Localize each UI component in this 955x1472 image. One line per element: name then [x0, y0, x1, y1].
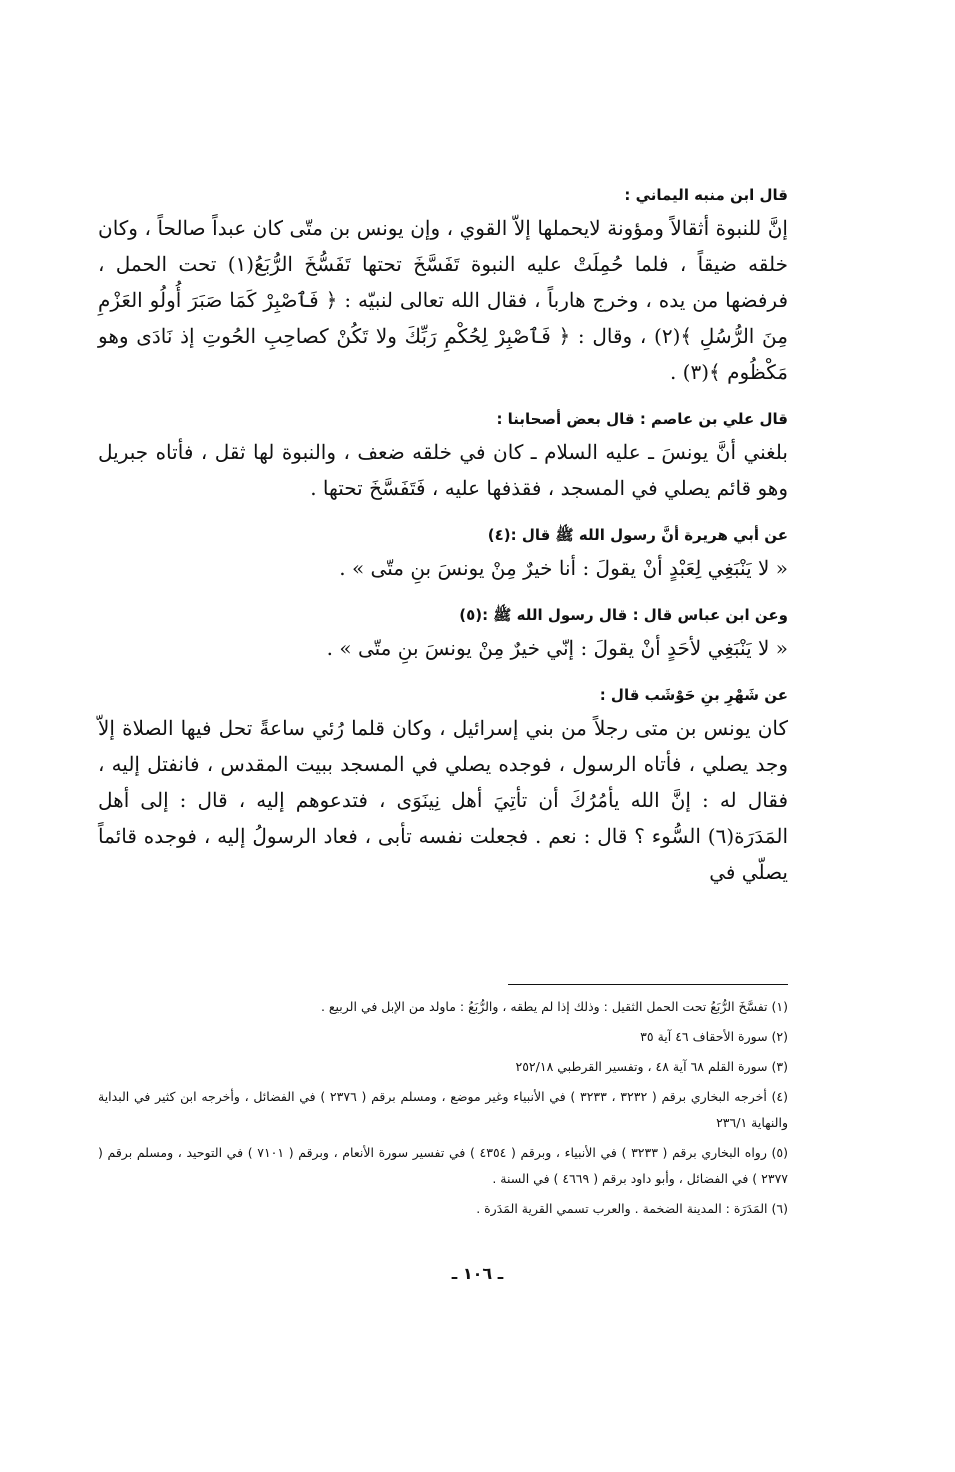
footnote: (٣) سورة القلم ٦٨ آية ٤٨ ، وتفسير القرطبي ٢٥٢/١٨ — [515, 1059, 788, 1074]
section-heading: قال علي بن عاصم : قال بعض أصحابنا : — [496, 410, 788, 428]
footnote: (٥) رواه البخاري برقم ( ٣٢٣٣ ) في الأنبياء ، وبرقم ( ٤٣٥٤ ) في تفسير سورة الأنعام ، وبرقم ( ٧١٠١ ) في التوحيد ، ومسلم برقم ( ٢٣٧٧ ) في الفضائل ، وأبو داود برقم ( ٤٦٦٩ ) في السنة . — [98, 1145, 788, 1186]
section-heading: قال ابن منبه اليماني : — [624, 186, 788, 204]
hadith-text: « لا يَنْبَغِي لأحَدٍ أنْ يقولَ : إنّي خيرٌ مِنْ يونسَ بنِ متّى » . — [326, 636, 788, 660]
footnote: (٦) المَدَرَة : المدينة الضخمة . والعرب تسمي القرية المَدَرة . — [476, 1201, 788, 1216]
section-heading: عن شَهْرِ بنِ حَوْشَب قال : — [599, 686, 788, 704]
footnotes — [98, 994, 788, 1226]
hadith-text: « لا يَنْبَغِي لِعَبْدٍ أنْ يقولَ : أنا خيرٌ مِنْ يونسَ بنِ متّى » . — [339, 556, 788, 580]
footnote: (١) تفسَّخَ الرُّبَعُ تحت الحمل الثقيل : وذلك إذا لم يطقه ، والرُّبَعُ : ماولد من الإبل في الربيع . — [320, 999, 788, 1014]
main-text — [98, 180, 788, 904]
footnote: (٢) سورة الأحقاف ٤٦ آية ٣٥ — [640, 1029, 788, 1044]
section-body: بلغني أنَّ يونسَ ـ عليه السلام ـ كان في خلقه ضعف ، والنبوة لها ثقل ، فأتاه جبريل وهو قائم يصلي في المسجد ، فقذفها عليه ، فَتَفَسَّخَ تحتها . — [98, 440, 788, 500]
footnote-divider — [508, 984, 788, 985]
footnote: (٤) أخرجه البخاري برقم ( ٣٢٣٢ ، ٣٢٣٣ ) في الأنبياء وغير موضع ، ومسلم برقم ( ٢٣٧٦ ) في الفضائل ، وأخرجه ابن كثير في البداية والنهاية ٢٣٦/١ — [98, 1089, 788, 1130]
section-body: إنَّ للنبوة أثقالاً ومؤونة لايحملها إلاّ القوي ، وإن يونس بن متّى كان عبداً صالحاً ، وكان خلقه ضيقاً ، فلما حُمِلَتْ عليه النبوة تَفَسَّخَ تحتها تَفَسُّخَ الرُّبَعُ(١) تحت الحمل ، فرفضها من يده ، وخرج هارباً ، فقال الله تعالى لنبيّه : ﴿ فَٱصْبِرْ كَمَا صَبَرَ أُولُو العَزْمِ مِنَ الرُّسُلِ ﴾(٢) ، وقال : ﴿ فَٱصْبِرْ لِحُكْمِ رَبِّكَ ولا تَكُنْ كصاحِبِ الحُوتِ إذ نَادَى وهو مَكْظُوم ﴾(٣) . — [98, 216, 788, 384]
page-number: ـ ١٠٦ ـ — [451, 1264, 504, 1283]
section-heading: عن أبي هريرة أنَّ رسول الله ﷺ قال :(٤) — [487, 526, 788, 544]
section-body: كان يونس بن متى رجلاً من بني إسرائيل ، وكان قلما رُئي ساعةً تحل فيها الصلاة إلاّ وجد يصلي ، فأتاه الرسول ، فوجده يصلي في المسجد ببيت المقدس ، فانفتل إليه ، فقال له : إنَّ الله يأمُرُكَ أن تأتِيَ أهل نِينَوَى ، فتدعوهم إليه ، قال : إلى أهل المَدَرَة(٦) السُّوء ؟ قال : نعم . فجعلت نفسه تأبى ، فعاد الرسولُ إليه ، فوجده قائماً يصلّي في — [98, 716, 788, 884]
section-heading: وعن ابن عباس قال : قال رسول الله ﷺ :(٥) — [459, 606, 788, 624]
